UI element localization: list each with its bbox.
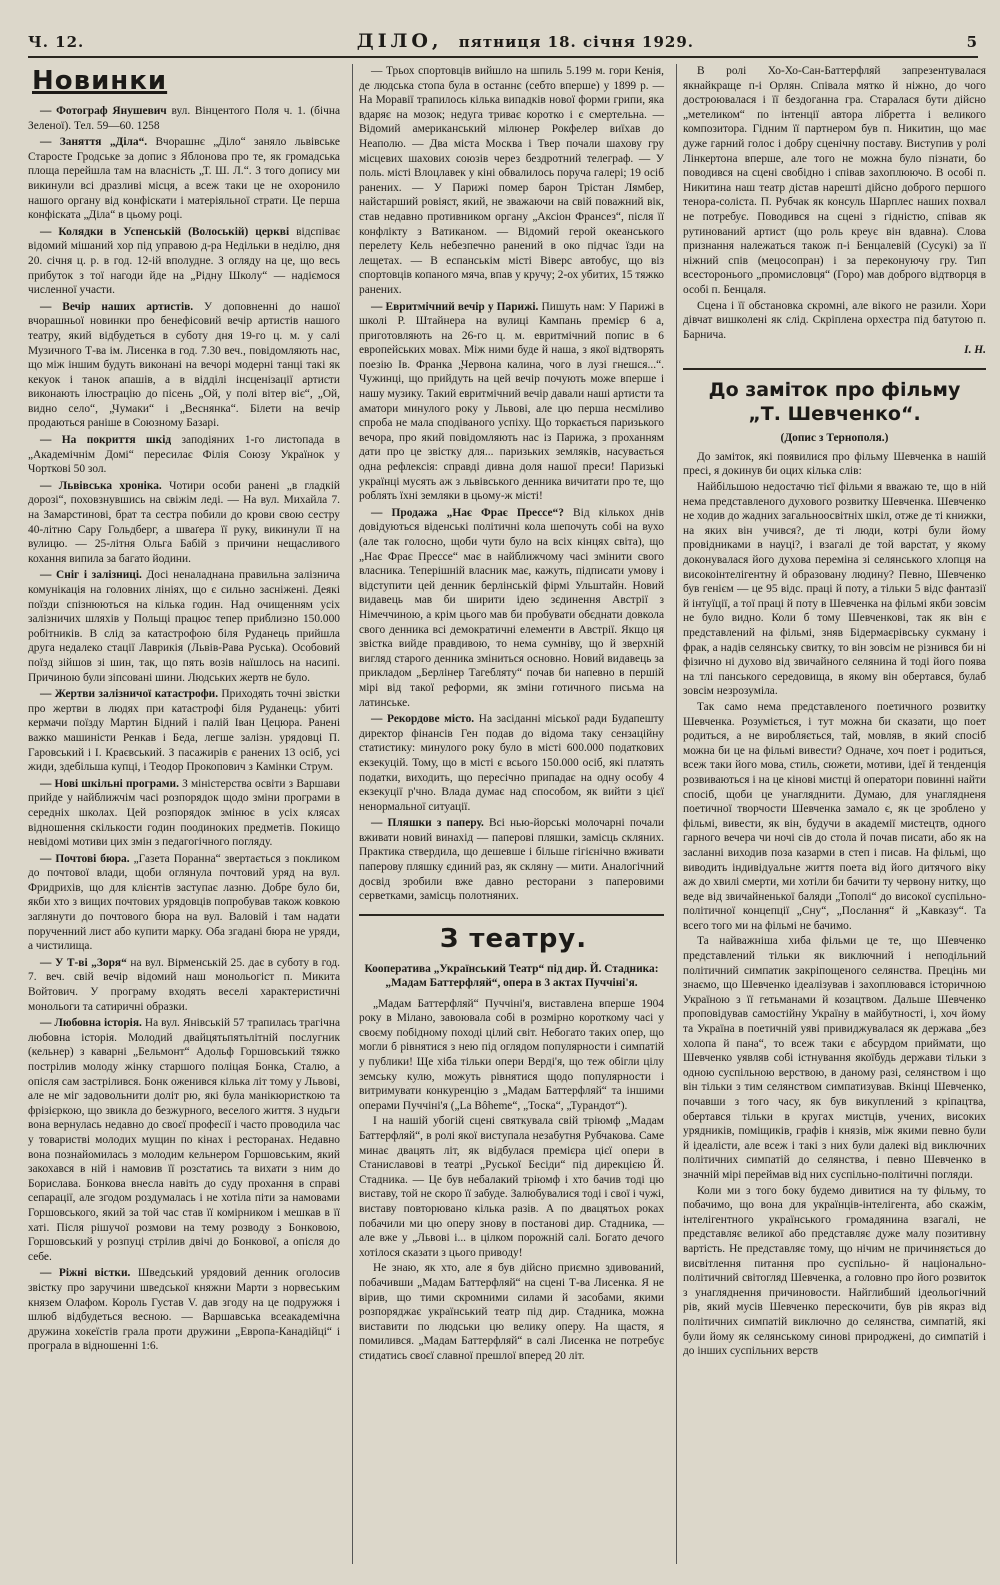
- column-1: [28, 64, 340, 1564]
- news-item: [28, 956, 340, 1014]
- news-item-text: У доповненні до нашої вчорашньої новинки про бенефісовий вечір артистів нашого театру, який відбудеться в суботу дня 19-го ц. м. у салі Музичного Т-ва ім. Лисенка в год. 7.30 веч., повідомляють нас, що між іншим будуть виконані на вечорі модерні танці такі як кекуок і танок апашів, а в відділі інсценізації артисти виконають ілюстрацію до пісень „Ой, у полі вітер віє“, „Ой, видно село“, „Чумаки“ і „Веснянка“. Білети на вечір продаються раніше в Союзному Базарі.: [28, 300, 340, 430]
- news-item: [28, 479, 340, 567]
- news-item-headline: — Почтові бюра.: [40, 852, 130, 865]
- news-item: [28, 225, 340, 298]
- review-signature: І. Н.: [964, 344, 986, 357]
- news-item-text: „Газета Поранна“ звертається з покликом до почтової влади, щоби оглянула почтовий уряд на вул. Фридрихів, що для клієнтів заступає лазню. Добре було би, якби хто з вищих почтових урядовців попробував також ковкою заглянути до почтового бюра на вул. Валовій і там надати порученний лист або купити марку. Оба згадані бюра не уряди, а чистилища.: [28, 852, 340, 953]
- news-item-headline: — Вечір наших артистів.: [40, 300, 194, 313]
- news-item-text: Досі неналаднана правильна залізнича комунікація на головних лініях, що є сильно засніжені. Деякі поїзди спізнюються на кілька годин. Над очищенням усіх залізничих шляхів у Польщі працює тепер приблизно 150.000 робітників. В слід за катастрофою біля Руданець прийшла друга недалеко стації Лаврикія (Львів-Рава Руська). Особовий поїзд зійшов зі шин, так, що пять возів наїшлось на насипі. Причиною були зіпсовані шини. Людських жертв не було.: [28, 569, 340, 684]
- theatre-review-continued: [683, 64, 986, 342]
- news-item: [28, 1266, 340, 1354]
- article-body: [683, 450, 986, 1359]
- paragraph: Сцена і її обстановка скромні, але вікого не разили. Хори дівчат вишколені як слід. Скріплена орхестра під батутою п. Барнича.: [683, 299, 986, 341]
- news-item: [28, 687, 340, 775]
- news-item-text: відспіває відомий мішаний хор під управою д-ра Недільки в неділю, дня 20. січня ц. р. в год. 12-ій вполудне. З огляду на це, що весь прибуток з тої нагоди йде на „Рідну Школу“ — надіємося численної участи.: [28, 225, 340, 297]
- news-item-headline: — Ріжні вістки.: [40, 1267, 131, 1280]
- news-item: [359, 300, 664, 504]
- news-item-headline: — Львівська хроніка.: [40, 479, 162, 492]
- article-title-line-2: „Т. Шевченко“.: [748, 402, 921, 425]
- news-item-headline: — Сніг і залізниці.: [40, 569, 142, 582]
- news-item-headline: — Колядки в Успенській (Волоській) церкві: [40, 225, 290, 238]
- news-item: [28, 568, 340, 685]
- news-item: [359, 816, 664, 904]
- news-item-text: З міністерства освіти з Варшави прийде у найближчім часі розпорядок щодо зміни програми в середніх школах. Цей розпорядок змінює в усіх клясах відношення скількости годин поодиноких предметів. Покищо невідомі мотиви цих змін з педагогічного погляду.: [28, 777, 340, 849]
- news-item-text: вул. Вінцентого Поля ч. 1. (бічна Зеленої). Тел. 59—60. 1258: [28, 105, 340, 132]
- paragraph: Коли ми з того боку будемо дивитися на ту фільму, то побачимо, що вона для українців-інтелігента, або скажім, інтелігентного українського громадянина взагалі, не представляє великої або представляє дуже малу позитивну вартість. Не представляє тому, що нічим не причиняється до висвітлення питання про суспільно- й національно-політичний світогляд Шевченка, а головно про його розвиток з унагляднення причиновости. Найглибший ідеольогічний рів, який мусів Шевченко перескочити, був рів якраз від політичних симпатій виключно до селянства, симпатій, які були йому як селянському синові природжені, до симпатій і до інших суспільних верств: [683, 1184, 986, 1358]
- news-item: [28, 1016, 340, 1264]
- paragraph: Так само нема представленого поетичного розвитку Шевченка. Розуміється, і тут можна би сказати, що поет родиться, а не виробляється, тай, мовляв, в який спосіб можна би це на фільмі вивести? Одначе, хоч поет і родиться, всеж таки його мова, стиль, сюжети, мотиви, ідеї й тенденція розвиваються і на це кінові мистці й оператори повинні найти спосіб, щоби це унагляднити. Думаю, для унаглядненя поетичної творчости Шевченка замало є, як це зроблено у фільмі, вивести, як він, будучи в академії мистецтв, одного гарного вечера чи ночі сів до стола й почав писати, або як на засланні виходив поза казарми в степ і писав. На фільмі, що виводить індивідуальне життя поета від його дитячого віку аж до хвилі смерти, ми хотіли би бачити ту червону нитку, що веде від звичайненької баляди „Тополі“ до високої суспільно-політичної концепції „Сну“, „Послання“ й „Кавказу“. Та всего того ми на фільмі не бачимо.: [683, 700, 986, 932]
- news-item-text: Чотири особи ранені „в гладкій дорозі“, поховзнувшись на свіжім леді. — На вул. Михайла 7. на Замарстинові, брат та сестра побили до крови свою сестру 40-літню Сару Гольдберг, а шваґера її руку, викинули її на вулицю. — 25-літня Ольга Бабій з причини нещасливого кохання випила за багато йодини.: [28, 479, 340, 565]
- news-item-text: на вул. Вірменській 25. дає в суботу в год. 7. веч. свій вечір відомий наш монольогіст п. Микита Войтович. У програму входять веселі характеристичні монольоги та сатиричні образки.: [28, 956, 340, 1013]
- news-item: [28, 852, 340, 954]
- page-number: 5: [966, 33, 978, 51]
- news-item: [28, 300, 340, 431]
- issue-date: пятниця 18. січня 1929.: [458, 33, 695, 51]
- news-item-headline: — Заняття „Діла“.: [40, 136, 148, 149]
- news-item-headline: — Евритмічний вечір у Парижі.: [371, 300, 539, 313]
- news-item: [359, 712, 664, 814]
- news-item-text: Всі нью-йорські молочарні почали вживати новий винахід — паперові пляшки, замісць скляних. Практика ствердила, що дешевше і більше гігієнічно вживати паперову пляшку єдиний раз, як скляну — мити. Аналогічний досвід зробили вже давно ресторани з паперовими серветками, замісць полотняних.: [359, 817, 664, 903]
- theatre-review-subtitle: Кооператива „Український Театр“ під дир. Й. Стадника: „Мадам Баттерфляй“, опера в 3 актах Пуччіні'я.: [364, 962, 659, 990]
- section-title-teatr: З театру.: [439, 923, 588, 954]
- columns: [28, 64, 986, 1564]
- news-item-headline: — Нові шкільні програми.: [40, 777, 179, 790]
- column-3: [676, 64, 986, 1564]
- news-item-text: На засіданні міської ради Будапешту директор фінансів Ген подав до відома таку сензаційну статистику: минулого року було в місті 600.000 податкових екзекуцій. Тому, що в місті є всього 150.000 осіб, які платять податки, виходить, що пересічно припадає на одну особу 4 екзекуції р'чно. Влада думає над способом, як вийти з цієї ненормальної ситуації.: [359, 713, 665, 813]
- news-item-text: Приходять точні звістки про жертви в людях при катастрофі біля Руданець: убиті кермачи поїзду Мартин Бідний і палій Іван Цецюра. Ранені важко машиністи Ренкав і Беда, легше залізн. урядовці П. Гаровський і І. Краєвський. З пасажирів є ранених 13 осіб, усі жиди, здебільша купці, і Теодор Прокопович з Камінки Струм.: [28, 688, 340, 774]
- news-item: [28, 104, 340, 133]
- newspaper-title: ДІЛО,: [356, 30, 443, 52]
- news-item: [28, 433, 340, 477]
- novynky-list: [28, 104, 340, 1354]
- article-title-line-1: До заміток про фільму: [708, 378, 961, 401]
- section-title-novynky: Новинки: [32, 66, 168, 96]
- paragraph: І на нашій убогій сцені святкувала свій тріюмф „Мадам Баттерфляй“, в ролі якої виступала незабутня Рубчакова. Саме минає двацять літ, як відбулася премієра цієї опери в Станиславові в театрі „Руської Бесіди“ під дирекцією Й. Стадника. — Це був небалакий тріюмф і хто бачив тоді цю виставу, той не скоро її забуде. Залюбувалися тоді і свої і чужі, виставу повторювано кілька разів. А по двацятьох роках побачили ми цю оперу знову в постанові дир. Стадника, — але вже у „Львові і... в цілком порожній салі. Богато дечого хотілося сказати з цього приводу!: [359, 1115, 664, 1259]
- news-item-text: Шведський урядовий денник оголосив звістку про заручини шведської княжни Марти з норвеським князем Олафом. Король Густав V. дав згоду на це подружжя і шлюб відбудеться весною. — Варшавська всеакадемічна дружина хокеїстів грала проти дружини „Европа-Канадійці“ і програла в відношенні 1:6.: [28, 1267, 340, 1353]
- news-item-text: Від кількох днів довідуються віденські політичні кола шепочуть собі на вухо (але так голосно, щоби чути було на всіх кінцях світа), що „Нає Фрає Прессе“ має в найближчому часі змінити свого власника. Теперішній власник має, кажуть, підписати умову і відступити цей денник берлінській фірмі Ульштайн. Новий видавець мав би ширити ідею зєдинення Австрії з Німеччиною, а крім цього мав би пробувати обєднати довкола свого денника всі демократичні елементи в Австрії. Якщо ця звістка вийде правдивою, то нема сумніву, що й зверхній вигляд старого денника зміниться основно. Новий видавець за прикладом „Берлінер Тагебляту“ почав би напевно в першій мірі від такої реформи, як зміни готичного письма на латинське.: [359, 506, 664, 709]
- news-item-text: Вчорашнє „Діло“ заняло львівське Старосте Гродське за допис з Яблонова про те, як громадська площа перейшла там на власність „Т. Ш. Л.“. З того допису ми викинули всі дразливі місця, а всеж таки це не охоронило нашого органу від конфіскати і матеріяльної страти. Це перша конфіската „Діла“ в цьому році.: [28, 136, 340, 222]
- masthead: [357, 30, 694, 52]
- news-item-headline: — На покриття шкід: [40, 434, 172, 447]
- article-divider: [683, 368, 986, 370]
- page-header: [28, 30, 978, 58]
- news-item-headline: — Продажа „Нає Фрає Прессе“?: [371, 506, 564, 519]
- section-divider: [359, 914, 664, 916]
- news-item-headline: — Жертви залізничої катастрофи.: [40, 688, 219, 701]
- news-item: [28, 135, 340, 223]
- news-item: [359, 506, 664, 710]
- paragraph: Та найважніша хиба фільми це те, що Шевченко представлений тільки як виключний і неподільний політичний симпатик закріпощеного селянства. Прецінь ми знаємо, що Шевченко ідеалізував і захоплювався історичною Україною з її гетьманами й козацтвом. Дальше Шевченко проповідував самостійну Україну в майбутності, і, хоч йому та Україна в поетичній уяві привиджувалася як держава „без холопа й пана“, то всеж таки є абсурдом приймати, що Шевченко уявляв собі істнування якоїбудь держави тільки з одною суспільною верствою, в даному разі, селянством і що він тільки з тим селянством симпатизував. Вкінці Шевченко, почавши з того часу, як був викуплений з кріпацтва, обертався тільки в кругах мистців, учених, високих урядників, поміщиків, графів і князів, між якими певно були й ідеалісти, але всеж і такі з них були далекі від виключних політичних симпатій до селянства, і певно Шевченко в значній мірі переймав від них суспільно-політичні погляди.: [683, 935, 986, 1181]
- news-item-text: — Трьох спортовців вийшло на шпиль 5.199 м. гори Кенія, де людська стопа була в останнє (себто вперше) у 1899 р. — На Моравії трапилось кілька випадків нової форми грипи, яка вдаряє на мозок; недуга триває коротко і є смертельна. — Відомий американський мілюнер Рокфелер виїхав до Неаполю. — Два міста Москва і Твер почали шахову гру місцевих шахових союзів через бездротний телеграф. — У поль. місті Влоцлавек у кіні обвалилось поруча галері; 19 осіб ранених. — У Парижі помер барон Трістан Лямбер, найстарший ровіяст, який, не зважаючи на свій поважний вік, став недавно противником органу „Аксіон Франсез“, після її конфлікту з Ватиканом. — Відомий герой океанського перелету Кель небезпечно ранений в око підчас їзди на лещетах. — В еспанськім місті Віверс автобус, що віз спортовців копаного мяча, впав у кручу; 2-ох убитих, 15 тяжко ранених.: [359, 65, 664, 296]
- news-item: [359, 64, 664, 298]
- theatre-review-body: [359, 997, 664, 1364]
- paragraph: В ролі Хо-Хо-Сан-Баттерфляй запрезентувалася якнайкраще п-і Орлян. Співала мятко й ніжно, до чого достроювалася і її бездоганна гра. Старалася бути дійсно „метеликом“ по інтенції автора лібретта і великого композитора. Гідним її партнером був п. Никитин, що має дуже гарний голос і добру сценічну поставу. Виступив у ролі Лінкертона вперше, але того не можна було пізнати, бо поводився на сцені свобідно і співав захоплюючо. В особі п. Никитина наш театр дістав нарешті дійсно доброго першого тенора-соліста. П. Рубчак як консуль Шарплес наших похвал не потребує. Поводився на сцені з гідністю, співав як рутинований артист (що роль креує він вдавна). Слова признання належаться також п-і Бенцалевій (Сусукі) за її ніжний спів (мецосопран) і за переконуючу гру. Тип всесторонього „промисловця“ (Горо) мав доброго відтворця в особі п. Бенцаля.: [683, 65, 986, 296]
- paragraph: „Мадам Баттерфляй“ Пуччіні'я, виставлена вперше 1904 року в Мілано, завоювала собі в розмірно короткому часі у своєму побідному поході цілий світ. Небогато таких опер, що могли б рівнятися з нею під оглядом популярности і симпатій у публики! Ще хіба тільки опери Верді'я, що теж обігли цілу земську кулю, можуть рівнятися щодо популярности і витримувати конкуренцію з „Мадам Баттерфляй“ та іншими операми Пуччіні'я („La Bôheme“, „Тоска“, „Турандот“).: [359, 997, 664, 1112]
- issue-number: Ч. 12.: [28, 33, 85, 51]
- news-item-headline: — Рекордове місто.: [371, 713, 475, 726]
- news-item-text: Пишуть нам: У Парижі в школі Р. Штайнера на вулиці Кампань премієр 6 а, приготовляють на 26-го ц. м. евритмічний попис в 6 европейських мовах. Між ними буде й наша, з якої відтворять поезію Ів. Франка „Червона калина, чого в лузі гнешся...“. Чужинці, що прийдуть на цей вечір почують може вперше і нашу музику. Такий евритмічний вечір давали наші артисти та аматори минулого року у Львові, але цю перша несміливо спроба не мала сподіваного успіху. Що торкається паризького вечора, про який повідомляють нас із Парижа, з проханням дати про це звістку для... паризьких земляків, насувається одна рефлексія: справді дивна доля нашої преси! Паризькі українці мусять аж з львівського денника вичитати про те, що роблять їхні земляки в цьому-ж місті!: [359, 300, 664, 503]
- article-subtitle: (Допис з Тернополя.): [780, 431, 889, 444]
- news-item-headline: — Пляшки з паперу.: [371, 817, 484, 830]
- paragraph: Не знаю, як хто, але я був дійсно приємно здивований, побачивши „Мадам Баттерфляй“ на сцені Т-ва Лисенка. Я не вірив, що тими скромними силами й засобами, якими розпоряджає український театр під дир. Стадника, можна виставити по людськи цю велику оперу. На щастя, я помилився. „Мадам Баттерфляй“ в салі Лисенка не потребує стидатись своєї славної прешлої вперед 20 літ.: [359, 1262, 664, 1362]
- news-item-headline: — Любовна історія.: [40, 1017, 142, 1030]
- news-item-headline: — Фотограф Янушевич: [40, 105, 167, 117]
- news-item-text: заподіяних 1-го листопада в „Академічнім Домі“ пересилає Філія Союзу Українок у Чорткові 50 зол.: [28, 434, 340, 476]
- paragraph: Найбільшою недостачю тієї фільми я вважаю те, що в ній нема представленого духового розвитку Шевченка. Шевченко не ходив до жадних загальноосвітніх шкіл, отже де ті книжки, на яких він учився?, де ті люди, котрі були йому провідниками в науці?, і взагалі де той варстат, у якому доконувалася його духова переміна зі селянського хлопця на високоінтелігентну й образовану людину? Певно, Шевченко був генієм — це 95 відс. праці й поту, а тільки 5 відс фантазії й інтуїції, а тої праці й поту в Шевченка на фільмі якби зовсім не було видно. Коли б тому Шевченкові, так як він є представлений на фільмі, зняв Бідермаєрівську сукману і фрак, а надів селянську свитку, то він зовсім не різнився би ні фізично ні духово від звичайного селянина й тоді його поява на тлі панського середовища, в якому він обертався, булаб зовсім незрозуміла.: [683, 481, 986, 698]
- news-list: [359, 64, 664, 904]
- article-title: [683, 378, 986, 426]
- news-item: [28, 777, 340, 850]
- news-item-text: На вул. Янівській 57 трапилась трагічна любовна історія. Молодий двайцятьпятьлітній послугник (кельнер) з каварні „Бельмонт“ Адольф Горшовський тяжко пострілив молоду жінку старшого поліцая Бонка, Сталю, а опісля сам застрілився. Бонк оженився кілька літ тому у Львові, але не міг задовольнити доліт рю, які була манікюристкою та фрізієркою, що звикла до безжурного, веселого життя. З нудьги вона вернулась недавно до своєї професії і часто проводила час у товаристві молодих мущин по кінах і ресторанах. Недавно вона познайомилась з молодим кельнером Горшовським, який закохався в ній і намовив її розстатись та вихати з ним до Борислава. Бонкова внесла навіть до суду прохання в справі сепарації, але згодом роздумалась і не хотіла піти за намовами Горшовського, який за той час став її комірником і мешкав в її хаті. Після рішучої розмови на тему розводу з Бонковою, Горшовський у розпуці стрілив двічі до Бонкової, а опісля до себе.: [28, 1017, 340, 1263]
- column-2: [352, 64, 664, 1564]
- paragraph: До заміток, які появилися про фільму Шевченка в нашій пресі, я докинув би оцих кілька слів:: [683, 450, 986, 478]
- news-item-headline: — У Т-ві „Зоря“: [40, 956, 127, 969]
